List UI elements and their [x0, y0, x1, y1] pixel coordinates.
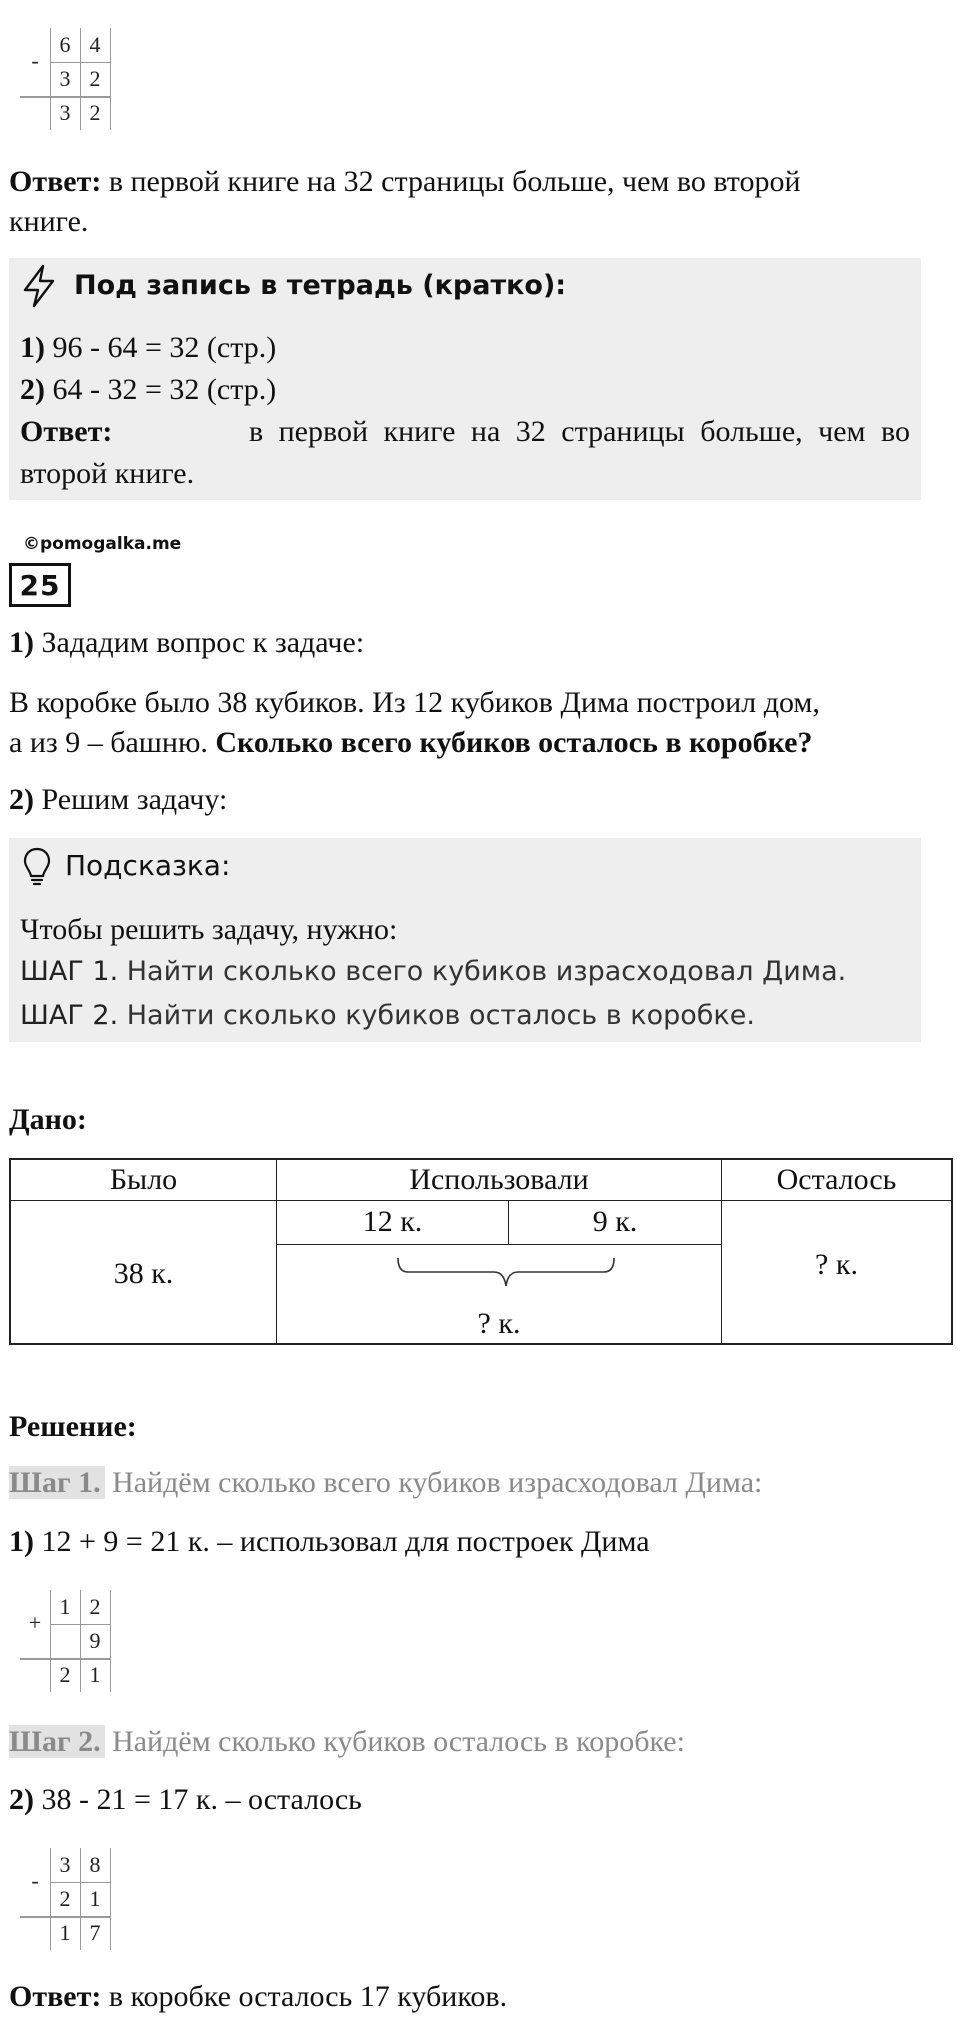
- answer-paragraph: Ответ: в первой книге на 32 страницы больше, чем во второй книге.: [9, 165, 801, 238]
- solution-step-2: Шаг 2. Найдём сколько кубиков осталось в коробке:: [9, 1725, 685, 1758]
- step-1-line: 1) Зададим вопрос к задаче:: [9, 626, 365, 659]
- task-number-badge: 25: [9, 563, 71, 607]
- calc-sign: +: [28, 1610, 42, 1635]
- calc-digit: 4: [89, 32, 101, 57]
- calc-digit: 6: [59, 32, 71, 57]
- header-used: Использовали: [409, 1163, 589, 1196]
- hint-title: Подсказка:: [65, 849, 231, 882]
- header-was: Было: [109, 1163, 178, 1196]
- calc-digit: 1: [89, 1662, 101, 1687]
- calc-digit: 2: [89, 100, 101, 125]
- hint-box: [9, 838, 921, 1042]
- final-answer: Ответ: в коробке осталось 17 кубиков.: [9, 1980, 508, 2013]
- column-subtraction: [20, 1848, 124, 1950]
- problem-text: В коробке было 38 кубиков. Из 12 кубиков Дима построил дом, а из 9 – башню. Сколько всего кубиков осталось в коробке?: [9, 686, 820, 759]
- calc-digit: 7: [89, 1920, 101, 1945]
- notebook-title: Под запись в тетрадь (кратко):: [74, 270, 567, 301]
- notebook-box: Под запись в тетрадь (кратко): 1) 96 - 64 = 32 (стр.) 2) 64 - 32 = 32 (стр.) Ответ: в первой книге на 32 страницы больше, чем во второй книге.: [9, 258, 921, 500]
- calc-digit: 9: [89, 1628, 101, 1653]
- calc-digit: 1: [89, 1886, 101, 1911]
- column-subtraction-top: [20, 28, 124, 130]
- solution-equation-2: 2) 38 - 21 = 17 к. – осталось: [9, 1783, 362, 1816]
- solution-equation-1: 1) 12 + 9 = 21 к. – использовал для построек Дима: [9, 1525, 650, 1558]
- given-label: Дано:: [9, 1103, 87, 1136]
- calc-digit: 1: [59, 1594, 71, 1619]
- calc-digit: 3: [59, 66, 71, 91]
- value-was: 38 к.: [113, 1257, 174, 1290]
- column-addition: [20, 1590, 124, 1692]
- hint-step-2: ШАГ 2. Найти сколько кубиков осталось в коробке.: [20, 1000, 755, 1031]
- value-used-total: ? к.: [477, 1307, 521, 1340]
- value-used-b: 9 к.: [592, 1205, 638, 1238]
- value-left: ? к.: [815, 1248, 858, 1281]
- solution-label: Решение:: [9, 1410, 137, 1443]
- calc-digit: 2: [59, 1886, 71, 1911]
- header-left: Осталось: [776, 1163, 897, 1196]
- calc-digit: 2: [89, 1594, 101, 1619]
- notebook-line-2: 2) 64 - 32 = 32 (стр.): [20, 373, 277, 406]
- brace-icon: [396, 1256, 616, 1290]
- notebook-answer: Ответ: в первой книге на 32 страницы больше, чем во: [20, 415, 910, 448]
- lightbulb-icon: [23, 846, 51, 888]
- calc-digit: 2: [59, 1662, 71, 1687]
- calc-digit: 3: [59, 100, 71, 125]
- answer-label: Ответ:: [9, 165, 102, 198]
- calc-digit: [50, 1626, 80, 1656]
- calc-sign: -: [31, 1868, 39, 1893]
- watermark: ©pomogalka.me: [23, 534, 182, 554]
- hint-step-1: ШАГ 1. Найти сколько всего кубиков израсходовал Дима.: [20, 956, 847, 987]
- hint-intro: Чтобы решить задачу, нужно:: [20, 913, 398, 946]
- solution-step-1: Шаг 1. Найдём сколько всего кубиков израсходовал Дима:: [9, 1466, 763, 1499]
- notebook-line-1: 1) 96 - 64 = 32 (стр.): [20, 331, 277, 364]
- calc-digit: 2: [89, 66, 101, 91]
- calc-digit: 1: [59, 1920, 71, 1945]
- value-used-a: 12 к.: [362, 1205, 423, 1238]
- calc-digit: 3: [59, 1852, 71, 1877]
- step-2-line: 2) Решим задачу:: [9, 783, 228, 816]
- lightning-icon: [19, 264, 59, 308]
- calc-sign: -: [31, 48, 39, 73]
- calc-digit: 8: [89, 1852, 101, 1877]
